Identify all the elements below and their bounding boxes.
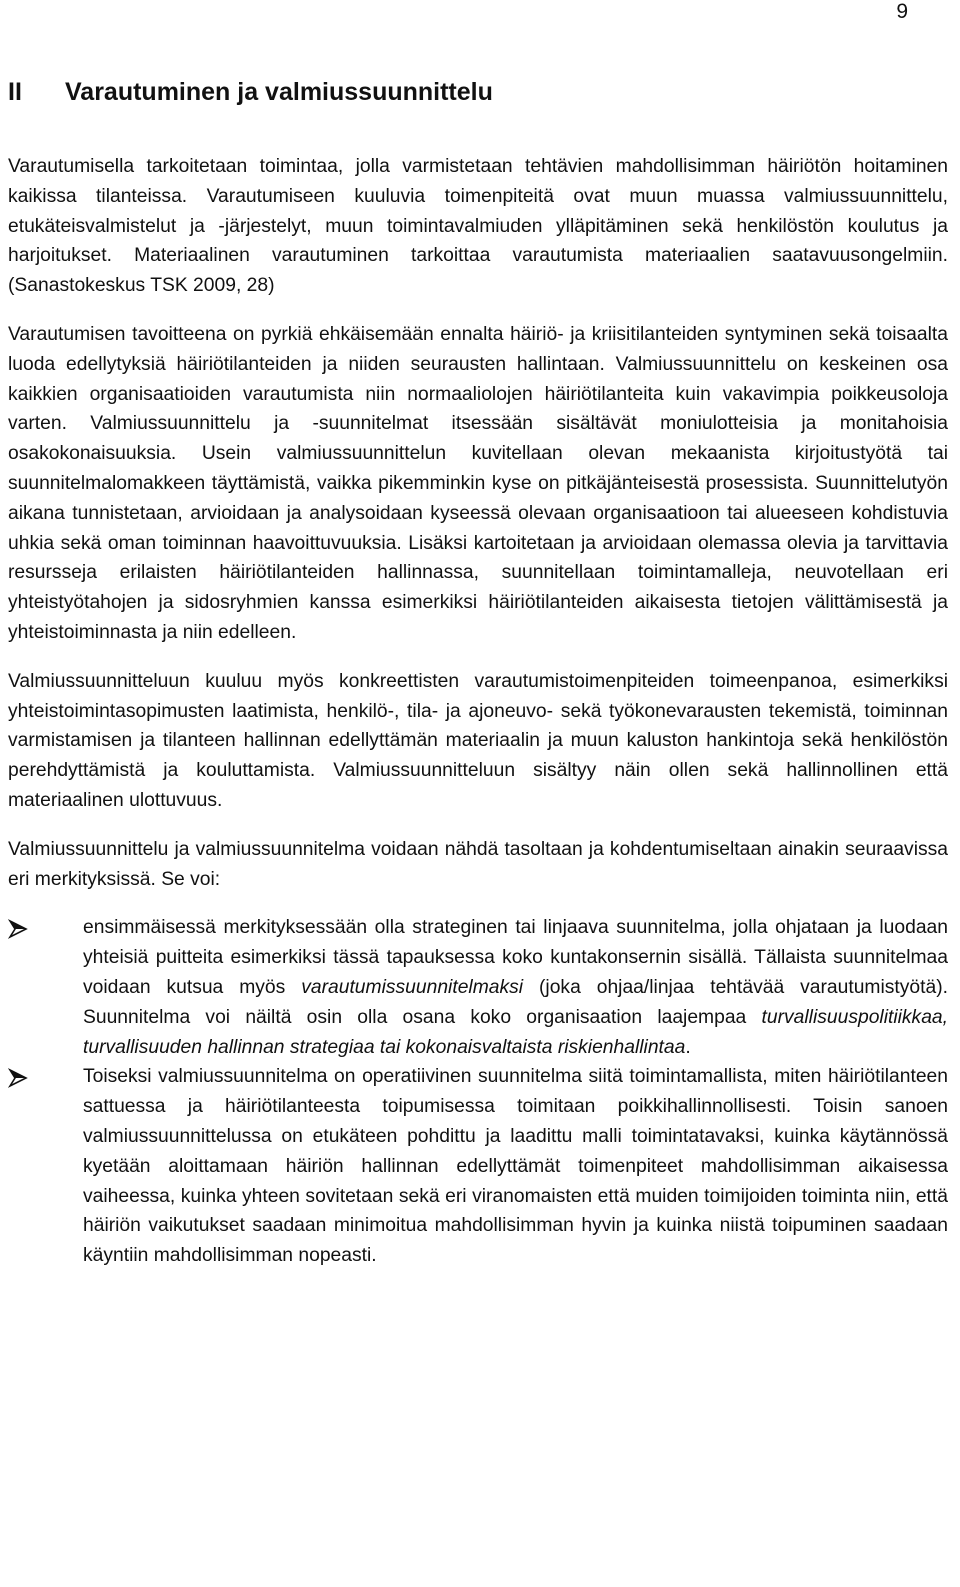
arrowhead-bullet-icon (8, 1068, 28, 1088)
list-item (8, 913, 948, 1062)
paragraph-goals: Varautumisen tavoitteena on pyrkiä ehkäisemään ennalta häiriö- ja kriisitilanteiden syntyminen sekä toisaalta luoda edellytyksiä häiriötilanteiden ja niiden seurausten hallintaan. Valmiussuunnittelu on keskeinen osa kaikkien organisaatioiden varautumista niin normaaliolojen häiriötilanteita kuin vakavimpia poikkeusoloja varten. Valmiussuunnittelu ja -suunnitelmat itsessään sisältävät moniulotteisia ja monitahoisia osakokonaisuuksia. Usein valmiussuunnittelun kuvitellaan olevan mekaanista kirjoitustyötä tai suunnitelmalomakkeen täyttämistä, vaikka pikemminkin kyse on pitkäjänteisestä prosessista. Suunnittelutyön aikana tunnistetaan, arvioidaan ja analysoidaan kyseessä olevaan organisaatioon tai alueeseen kohdistuvia uhkia sekä oman toiminnan haavoittuvuuksia. Lisäksi kartoitetaan ja arvioidaan olemassa olevia ja tarvittavia resursseja erilaisten häiriötilanteiden hallinnassa, suunnitellaan toimintamalleja, neuvotellaan eri yhteistyötahojen ja sidosryhmien kanssa esimerkiksi häiriötilanteiden aikaisesta tietojen välittämisestä ja yhteistoiminnasta ja niin edelleen. (8, 323, 948, 643)
meanings-list (8, 913, 948, 1271)
list-item (8, 1062, 948, 1271)
section-number: II (8, 78, 22, 106)
page-number: 9 (896, 0, 908, 23)
list-item-text: Toiseksi valmiussuunnitelma on operatiivinen suunnitelma siitä toimintamallista, miten häiriötilanteen sattuessa ja häiriötilanteesta toipumisessa toimitaan poikkihallinnollisesti. Toisin sanoen valmiussuunnittelussa on etukäteen pohdittu ja laadittu malli toimintatavaksi, kuinka käytännössä kyetään aloittamaan häiriön hallinnan edellyttämät toimenpiteet mahdollisimman aikaisessa vaiheessa, kuinka yhteen sovitetaan sekä eri viranomaisten että muiden toimijoiden toiminta niin, että häiriön vaikutukset saadaan minimoitua mahdollisimman hyvin ja kuinka niistä toipuminen saadaan käyntiin mahdollisimman nopeasti. (83, 1066, 948, 1267)
section-heading (8, 76, 940, 108)
body-text (8, 152, 948, 1271)
paragraph-measures: Valmiussuunnitteluun kuuluu myös konkreettisten varautumistoimenpiteiden toimeenpanoa, esimerkiksi yhteistoimintasopimusten laatimista, henkilö-, tila- ja ajoneuvo- sekä työkonevarausten tekemistä, toiminnan varmistamisen ja tilanteen hallinnan edellyttämän materiaalin ja muun kaluston hankintoja sekä henkilöstön perehdyttämistä ja kouluttamista. Valmiussuunnitteluun sisältyy näin ollen sekä hallinnollinen että materiaalinen ulottuvuus. (8, 670, 948, 811)
paragraph-definition: Varautumisella tarkoitetaan toimintaa, jolla varmistetaan tehtävien mahdollisimman häiriötön hoitaminen kaikissa tilanteissa. Varautumiseen kuuluvia toimenpiteitä ovat muun muassa valmiussuunnittelu, etukäteisvalmistelut ja -järjestelyt, muun toimintavalmiuden ylläpitäminen sekä henkilöstön koulutus ja harjoitukset. Materiaalinen varautuminen tarkoittaa varautumista materiaalien saatavuusongelmiin. (Sanastokeskus TSK 2009, 28) (8, 156, 948, 297)
list-item-text: ensimmäisessä merkityksessään olla strateginen tai linjaava suunnitelma, jolla ohjataan ja luodaan yhteisiä puitteita esimerkiksi tässä tapauksessa koko kuntakonsernin sisällä. Tällaista suunnitelmaa voidaan kutsua myös varautumissuunnitelmaksi (joka ohjaa/linjaa tehtävää varautumistyötä). Suunnitelma voi näiltä osin olla osana koko organisaation laajempaa turvallisuuspolitiikkaa, turvallisuuden hallinnan strategiaa tai kokonaisvaltaista riskienhallintaa. (83, 917, 948, 1058)
arrowhead-bullet-icon (8, 919, 28, 939)
paragraph-meanings-intro: Valmiussuunnittelu ja valmiussuunnitelma voidaan nähdä tasoltaan ja kohdentumiseltaan ainakin seuraavissa eri merkityksissä. Se voi: (8, 838, 948, 890)
section-title: Varautuminen ja valmiussuunnittelu (65, 78, 493, 106)
